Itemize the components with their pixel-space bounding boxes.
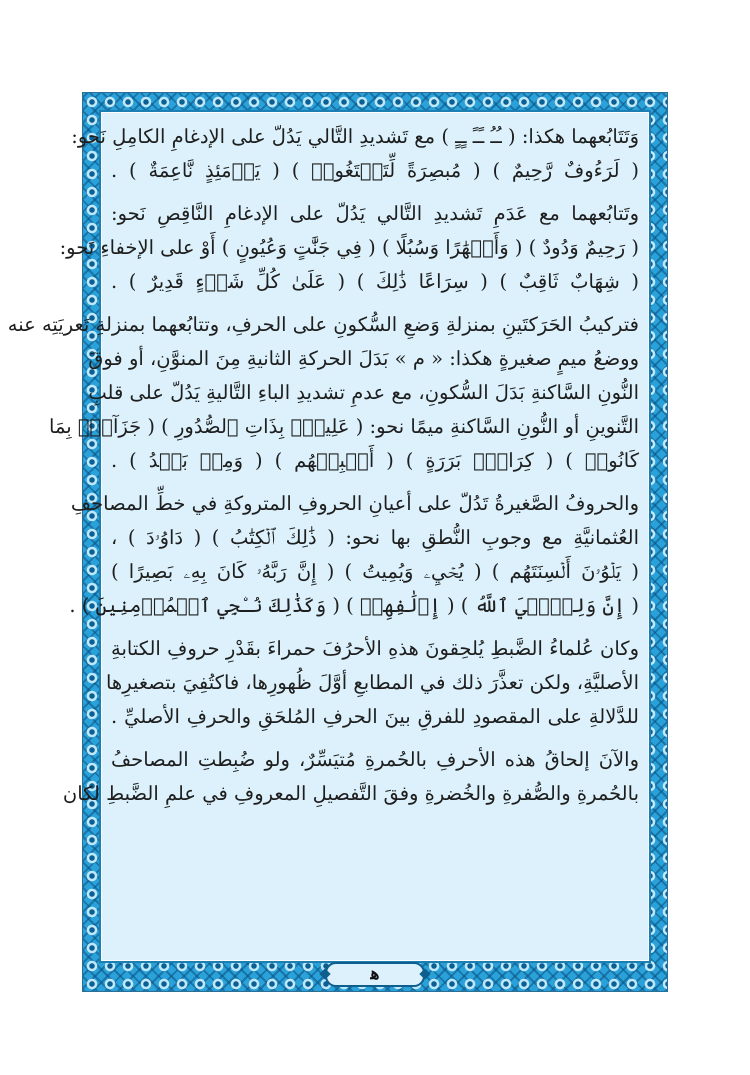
paragraph-5: [105, 632, 639, 734]
text-line: وتَتابُعهما مع عَدَمِ تَشديدِ التَّالي يَدُلّ على الإدغامِ النَّاقِصِ نَحو:: [111, 202, 639, 225]
text-line: وَتَتَابُعهما هكذا: ( ـُـُ ـًـً ـٍـٍ ) مع تَشديدِ التَّالي يَدُلّ على الإدغامِ الكامِلِ نَحو:: [71, 125, 639, 148]
text-line: ( إِنَّ وَلِـِّۧيَ ٱللَّهُ ) ( إِۦلَٰفِهِمۡ ) ( وَكَذَٰلِكَ نُـۨجِي ٱلۡمُؤۡمِنِينَ ) .: [69, 594, 639, 617]
page-frame: [7, 92, 668, 992]
text-line: كَانُوا۟ ) ( كِرَامِۭ بَرَرَةٍ ) ( أَنۢبِئۡهُم ) ( وَمِنۢ بَعۡدُ ) .: [111, 449, 639, 472]
text-panel: [7, 110, 651, 963]
paragraph-3: [7, 308, 639, 478]
text-line: والحروفُ الصَّغيرةُ تَدُلّ على أعيانِ الحروفِ المتروكةِ في خطِّ المصاحفِ: [70, 492, 639, 515]
text-line: العُثمانيَّةِ مع وجوبِ النُّطقِ بها نحو: ( ذَٰلِكَ ٱلۡكِتَٰبُ ) ( دَاوُۥدَ ) ،: [111, 526, 639, 549]
page-number: ﻫ: [325, 962, 425, 987]
paragraph-4: [69, 487, 639, 623]
text-line: ( يَلۡوُۥنَ أَلۡسِنَتَهُم ) ( يُحۡيِۦ وَيُمِيتُ ) ( إِنَّ رَبَّهُۥ كَانَ بِهِۦ بَصِيرًا ): [111, 560, 639, 583]
text-line: بالحُمرةِ والصُّفرةِ والخُضرةِ وفقَ التَّفصيلِ المعروفِ في علمِ الضَّبطِ لكان: [62, 782, 639, 805]
text-line: والآنَ إلحاقُ هذه الأحرفِ بالحُمرةِ مُتيَسِّرٌ، ولو ضُبِطتِ المصاحفُ: [111, 748, 639, 771]
text-line: للدَّلالةِ على المقصودِ للفرقِ بينَ الحرفِ المُلحَقِ والحرفِ الأصليِّ .: [111, 705, 639, 728]
text-line: ووضعُ ميمٍ صغيرةٍ هكذا: « م » بَدَلَ الحركةِ الثانيةِ مِنَ المنوَّنِ، أو فوقَ: [88, 347, 639, 370]
paragraph-1: [71, 120, 639, 188]
text-block: [7, 120, 639, 953]
text-line: الأصليَّةِ، ولكن تعذَّرَ ذلك في المطابعِ أوَّلَ ظُهورِها، فاكتُفِيَ بتصغيرِها: [105, 671, 639, 694]
text-line: ( لَرَءُوفٌ رَّحِيمٌ ) ( مُبصِرَةً لِّتَبۡتَغُوا۟ ) ( يَوۡمَئِذٍ نَّاعِمَةٌ ) .: [111, 159, 639, 182]
text-line: ( شِهَابٌ ثَاقِبٌ ) ( سِرَاعًا ذَٰلِكَ ) ( عَلَىٰ كُلِّ شَيۡءٍ قَدِيرٌ ) .: [111, 270, 639, 293]
text-line: وكان عُلماءُ الضَّبطِ يُلحِقونَ هذهِ الأحرُفَ حمراءَ بقَدْرِ حروفِ الكتابةِ: [111, 637, 639, 660]
text-line: التَّنوينِ أو النُّونِ السَّاكنةِ ميمًا نحو: ( عَلِيمُۢ بِذَاتِ ٱلصُّدُورِ ) ( جَزَآءَۢ بِمَا: [49, 415, 639, 438]
text-line: فتركيبُ الحَرَكتَينِ بمنزلةِ وَضعِ السُّكونِ على الحرفِ، وتتابُعهما بمنزلةِ تَعريَتِه عنه: [7, 313, 639, 336]
text-line: النُّونِ السَّاكنةِ بَدَلَ السُّكونِ، مع عدمِ تشديدِ الباءِ التَّاليةِ يَدُلّ على قلبِ: [88, 381, 639, 404]
text-line: ( رَحِيمٌ وَدُودٌ ) ( وَأَنۡهَٰرًا وَسُبُلًا ) ( فِي جَنَّٰتٍ وَعُيُونٍ ) أَوْ على الإخفاءِ نَحو:: [59, 236, 639, 259]
paragraph-6: [62, 743, 639, 811]
paragraph-2: [59, 197, 639, 299]
